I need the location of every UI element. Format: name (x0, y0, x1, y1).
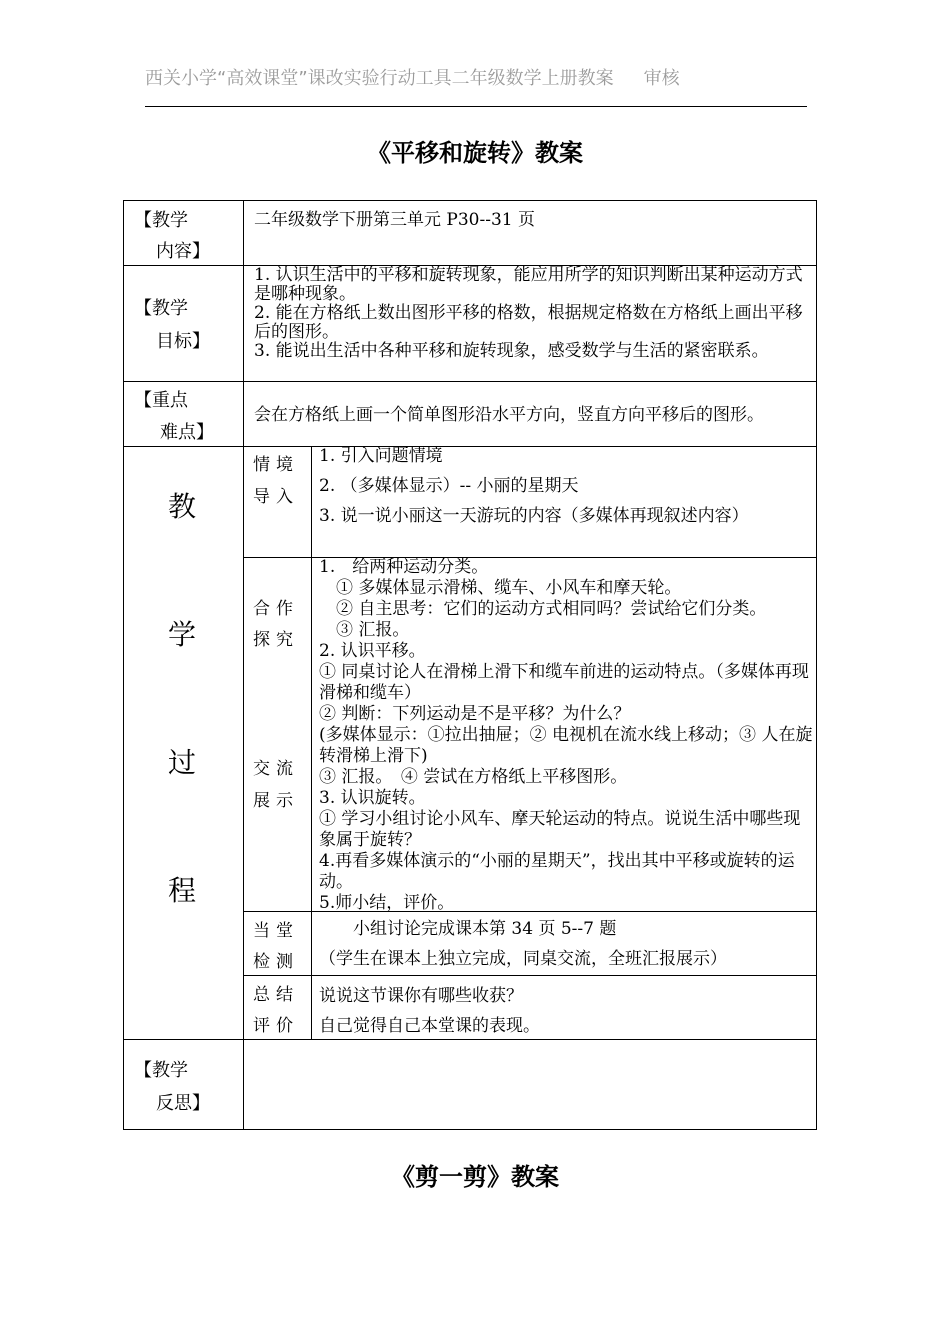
process-label-char: 过 (168, 746, 197, 779)
column-divider (243, 201, 244, 1129)
check-label-1: 当堂 (253, 921, 299, 941)
key-label-2: 难点】 (160, 422, 214, 443)
content-label-2: 内容】 (156, 241, 210, 262)
intro-list (319, 441, 814, 531)
process-label-char: 学 (168, 618, 197, 651)
intro-label-1: 情境 (253, 455, 299, 475)
next-lesson-title: 《剪一剪》教案 (391, 1162, 559, 1191)
check-item: （学生在课本上独立完成，同桌交流，全班汇报展示） (319, 949, 727, 969)
reflection-label-2: 反思】 (156, 1093, 210, 1114)
process-label-char: 程 (168, 874, 197, 907)
explore-label-4: 展示 (253, 791, 299, 811)
check-item: 小组讨论完成课本第 34 页 5--7 题 (319, 919, 617, 939)
explore-item: ② 判断：下列运动是不是平移？为什么？ (319, 704, 631, 724)
explore-item: 4.再看多媒体演示的“小丽的星期天”，找出其中平移或旋转的运动。 (319, 851, 795, 892)
explore-label-1: 合作 (253, 599, 299, 619)
content-label-1: 【教学 (134, 210, 188, 231)
summary-label-1: 总结 (253, 985, 299, 1005)
summary-item: 自己觉得自己本堂课的表现。 (319, 1016, 540, 1036)
lesson-plan-table (123, 200, 817, 1130)
summary-label-2: 评价 (253, 1016, 299, 1036)
intro-item: 2. （多媒体显示）-- 小丽的星期天 (319, 476, 579, 496)
key-label-1: 【重点 (134, 390, 188, 411)
goal-item: 2. 能在方格纸上数出图形平移的格数，根据规定格数在方格纸上画出平移后的图形。 (254, 303, 803, 342)
explore-list (319, 557, 814, 914)
explore-item: 3. 认识旋转。 (319, 788, 426, 808)
explore-item: (多媒体显示：①拉出抽屉；② 电视机在流水线上移动；③ 人在旋转滑梯上滑下) (319, 725, 813, 766)
goal-item: 1. 认识生活中的平移和旋转现象，能应用所学的知识判断出某种运动方式是哪种现象。 (254, 265, 803, 304)
header-text: 西关小学“高效课堂”课改实验行动工具二年级数学上册教案 (145, 68, 614, 89)
check-list (319, 914, 814, 974)
content-text: 二年级数学下册第三单元 P30--31 页 (254, 210, 535, 230)
summary-item: 说说这节课你有哪些收获？ (319, 986, 523, 1006)
reflection-label-1: 【教学 (134, 1060, 188, 1081)
lesson-title: 《平移和旋转》教案 (367, 138, 583, 167)
explore-item: ① 学习小组讨论小风车、摩天轮运动的特点。说说生活中哪些现象属于旋转？ (319, 809, 801, 850)
goal-item: 3. 能说出生活中各种平移和旋转现象，感受数学与生活的紧密联系。 (254, 341, 769, 361)
check-label-2: 检测 (253, 952, 299, 972)
explore-label-3: 交流 (253, 759, 299, 779)
page-header (145, 64, 807, 90)
row-divider (124, 381, 816, 382)
intro-item: 1. 引入问题情境 (319, 446, 443, 466)
header-rule (145, 106, 807, 107)
summary-list (319, 981, 814, 1041)
intro-item: 3. 说一说小丽这一天游玩的内容（多媒体再现叙述内容） (319, 506, 749, 526)
explore-item: 1. 给两种运动分类。 (319, 557, 489, 577)
explore-item: ① 多媒体显示滑梯、缆车、小风车和摩天轮。 (319, 578, 682, 598)
header-review: 审核 (643, 68, 680, 89)
intro-label-2: 导入 (253, 487, 299, 507)
explore-item: 5.师小结，评价。 (319, 893, 455, 913)
goals-list (254, 266, 812, 361)
key-text: 会在方格纸上画一个简单图形沿水平方向，竖直方向平移后的图形。 (254, 405, 764, 425)
goals-label-1: 【教学 (134, 298, 188, 319)
explore-item: ① 同桌讨论人在滑梯上滑下和缆车前进的运动特点。（多媒体再现滑梯和缆车） (319, 662, 809, 703)
column-divider (311, 446, 312, 1039)
explore-item: ③ 汇报。 (319, 620, 410, 640)
row-divider (244, 975, 816, 976)
goals-label-2: 目标】 (156, 331, 210, 352)
explore-item: ② 自主思考：它们的运动方式相同吗？尝试给它们分类。 (319, 599, 767, 619)
explore-item: 2. 认识平移。 (319, 641, 426, 661)
explore-label-2: 探究 (253, 630, 299, 650)
explore-item: ③ 汇报。 ④ 尝试在方格纸上平移图形。 (319, 767, 628, 787)
process-label-char: 教 (168, 490, 197, 523)
